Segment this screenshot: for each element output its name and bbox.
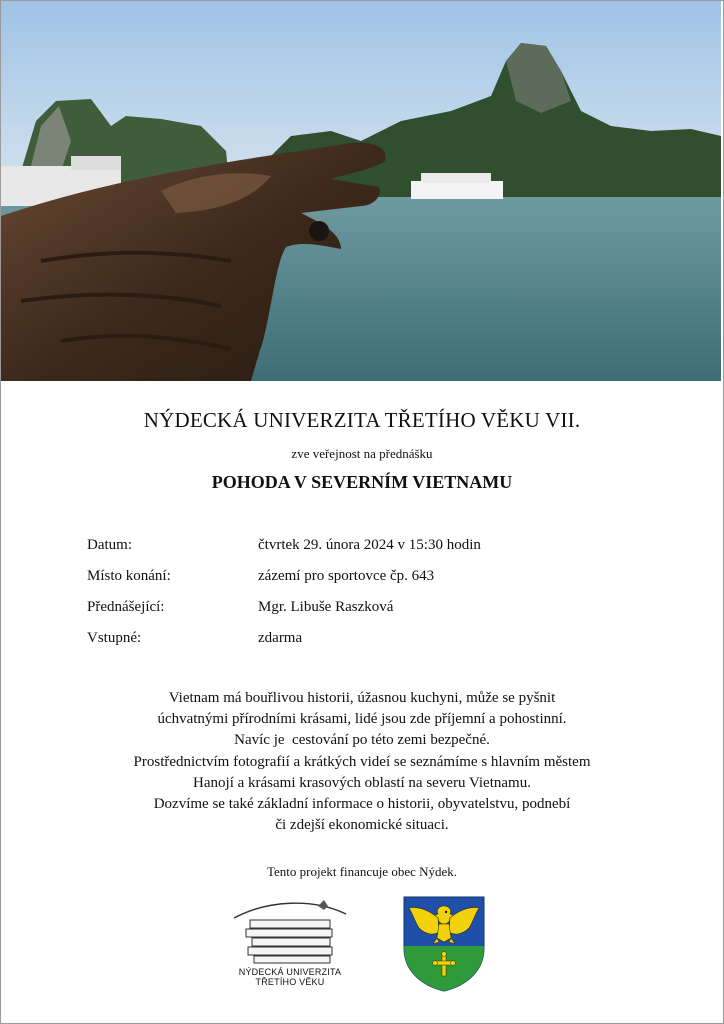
detail-value: čtvrtek 29. února 2024 v 15:30 hodin [258,537,481,553]
detail-label: Místo konání: [87,568,171,584]
detail-row-venue [87,568,647,599]
detail-row-admission [87,630,647,661]
detail-label: Vstupné: [87,630,142,646]
description-line: či zdejší ekonomické situaci. [275,817,449,834]
funding-note: Tento projekt financuje obec Nýdek. [266,864,458,879]
university-logo-line1: NÝDECKÁ UNIVERZITA [238,967,342,977]
university-logo [228,896,352,992]
detail-row-speaker [87,599,647,630]
org-title: NÝDECKÁ UNIVERZITA TŘETÍHO VĚKU VII. [143,408,581,432]
university-logo-line2: TŘETÍHO VĚKU [255,977,325,987]
detail-label: Přednášející: [87,599,165,615]
description-line: Hanojí a krásami krasových oblastí na severu Vietnamu. [193,774,531,791]
event-details [87,537,647,661]
detail-value: zázemí pro sportovce čp. 643 [258,568,435,584]
lecture-title: POHODA V SEVERNÍM VIETNAMU [211,472,513,492]
detail-row-date [87,537,647,568]
invite-text: zve veřejnost na přednášku [291,446,433,461]
description-line: Prostřednictvím fotografií a krátkých videí se seznámíme s hlavním městem [133,753,591,770]
description-line: Navíc je cestování po této zemi bezpečné. [234,732,490,749]
description-line: úchvatnými přírodními krásami, lidé jsou zde příjemní a pohostinní. [157,711,567,728]
detail-label: Datum: [87,537,132,553]
detail-value: zdarma [258,630,303,646]
description-line: Dozvíme se také základní informace o historii, obyvatelstvu, podnebí [153,796,571,813]
books-icon [228,896,352,966]
detail-value: Mgr. Libuše Raszková [258,599,394,615]
description-line: Vietnam má bouřlivou historii, úžasnou kuchyni, může se pyšnit [168,690,556,706]
header-photo [1,1,721,381]
eagle-coat-of-arms-icon [403,896,485,992]
lecture-description [62,688,662,836]
